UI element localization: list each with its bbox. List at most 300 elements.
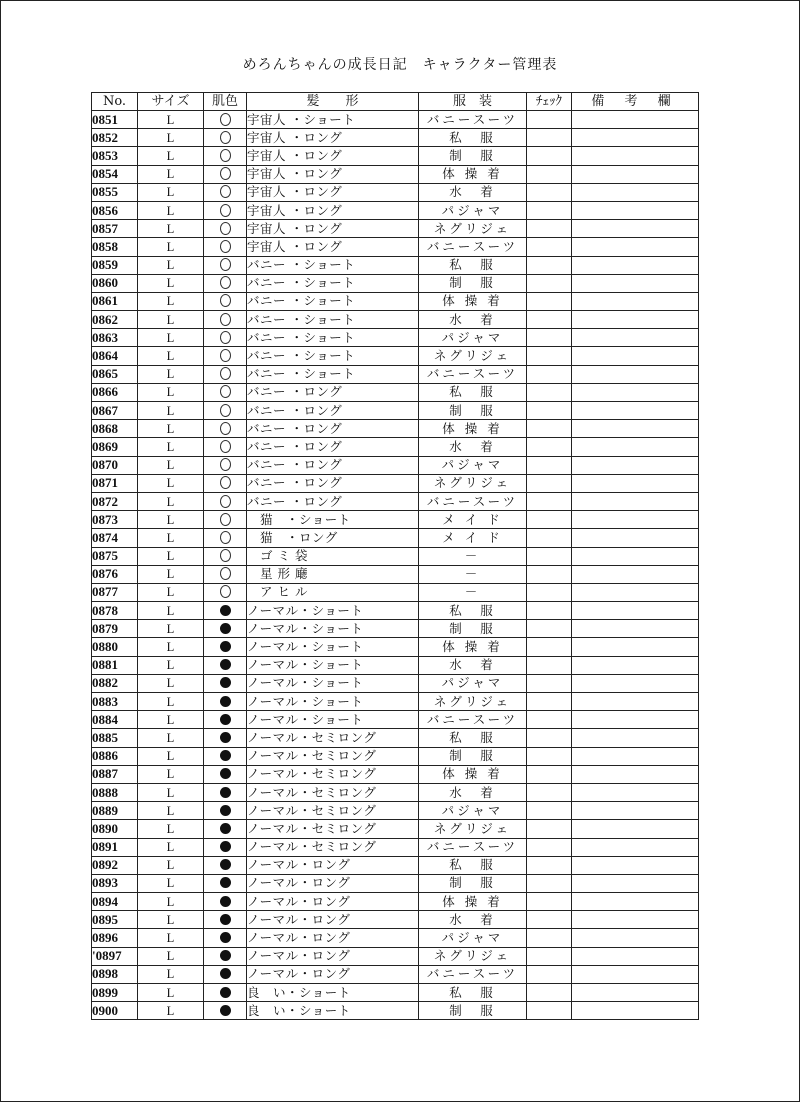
row-number: 0873	[92, 511, 138, 529]
row-remarks	[572, 292, 699, 310]
light-skin-mark	[220, 331, 231, 344]
row-outfit: 水 着	[419, 656, 527, 674]
row-skin	[204, 820, 247, 838]
row-number: 0899	[92, 984, 138, 1002]
row-number: 0896	[92, 929, 138, 947]
row-number: 0894	[92, 893, 138, 911]
row-number: 0882	[92, 674, 138, 692]
light-skin-mark	[220, 167, 231, 180]
row-check	[527, 893, 572, 911]
row-hair: ノーマル・ショート	[247, 638, 419, 656]
dark-skin-mark	[220, 968, 231, 979]
table-row	[92, 147, 699, 165]
row-hair: ノーマル・ロング	[247, 893, 419, 911]
row-skin	[204, 893, 247, 911]
row-check	[527, 984, 572, 1002]
row-size: L	[138, 529, 204, 547]
row-skin	[204, 965, 247, 983]
row-number: 0872	[92, 492, 138, 510]
light-skin-mark	[220, 294, 231, 307]
dark-skin-mark	[220, 896, 231, 907]
row-size: L	[138, 820, 204, 838]
row-outfit: ネグリジェ	[419, 474, 527, 492]
row-number: 0883	[92, 693, 138, 711]
row-remarks	[572, 1002, 699, 1020]
table-row	[92, 965, 699, 983]
row-outfit: ネグリジェ	[419, 220, 527, 238]
row-number: 0875	[92, 547, 138, 565]
row-number: 0856	[92, 201, 138, 219]
row-hair: ノーマル・ロング	[247, 929, 419, 947]
row-outfit: ネグリジェ	[419, 693, 527, 711]
row-skin	[204, 656, 247, 674]
row-remarks	[572, 711, 699, 729]
row-outfit: メ イ ド	[419, 529, 527, 547]
row-hair: バニー ・ショート	[247, 365, 419, 383]
table-row	[92, 456, 699, 474]
table-row	[92, 674, 699, 692]
row-skin	[204, 802, 247, 820]
row-check	[527, 947, 572, 965]
light-skin-mark	[220, 313, 231, 326]
row-remarks	[572, 984, 699, 1002]
light-skin-mark	[220, 495, 231, 508]
row-check	[527, 565, 572, 583]
row-size: L	[138, 183, 204, 201]
row-skin	[204, 129, 247, 147]
row-number: 0867	[92, 402, 138, 420]
row-skin	[204, 256, 247, 274]
row-skin	[204, 565, 247, 583]
row-skin	[204, 201, 247, 219]
row-hair: 宇宙人 ・ロング	[247, 201, 419, 219]
row-outfit: 制 服	[419, 147, 527, 165]
dark-skin-mark	[220, 841, 231, 852]
table-row	[92, 347, 699, 365]
row-outfit: 制 服	[419, 747, 527, 765]
row-hair: 宇宙人 ・ロング	[247, 129, 419, 147]
row-outfit: －	[419, 565, 527, 583]
header-size: サイズ	[138, 93, 204, 111]
row-size: L	[138, 220, 204, 238]
row-outfit: バニースーツ	[419, 711, 527, 729]
row-remarks	[572, 783, 699, 801]
row-remarks	[572, 456, 699, 474]
row-size: L	[138, 311, 204, 329]
row-hair: バニー ・ショート	[247, 347, 419, 365]
row-skin	[204, 529, 247, 547]
row-remarks	[572, 802, 699, 820]
row-remarks	[572, 529, 699, 547]
row-check	[527, 256, 572, 274]
table-row	[92, 238, 699, 256]
table-row	[92, 565, 699, 583]
row-hair: 宇宙人 ・ロング	[247, 220, 419, 238]
table-row	[92, 729, 699, 747]
dark-skin-mark	[220, 641, 231, 652]
table-row	[92, 492, 699, 510]
row-skin	[204, 311, 247, 329]
row-remarks	[572, 729, 699, 747]
row-check	[527, 238, 572, 256]
row-number: 0895	[92, 911, 138, 929]
light-skin-mark	[220, 367, 231, 380]
dark-skin-mark	[220, 877, 231, 888]
row-number: 0893	[92, 874, 138, 892]
row-hair: バニー ・ショート	[247, 292, 419, 310]
row-remarks	[572, 329, 699, 347]
row-size: L	[138, 984, 204, 1002]
row-size: L	[138, 947, 204, 965]
row-outfit: パジャマ	[419, 929, 527, 947]
row-size: L	[138, 620, 204, 638]
row-size: L	[138, 111, 204, 129]
dark-skin-mark	[220, 914, 231, 925]
dark-skin-mark	[220, 750, 231, 761]
row-size: L	[138, 383, 204, 401]
row-number: 0885	[92, 729, 138, 747]
table-row	[92, 911, 699, 929]
row-number: '0897	[92, 947, 138, 965]
row-outfit: 水 着	[419, 438, 527, 456]
row-hair: ノーマル・ショート	[247, 602, 419, 620]
table-row	[92, 929, 699, 947]
row-outfit: 私 服	[419, 129, 527, 147]
row-size: L	[138, 238, 204, 256]
table-row	[92, 583, 699, 601]
row-hair: ノーマル・ロング	[247, 874, 419, 892]
light-skin-mark	[220, 149, 231, 162]
table-row	[92, 274, 699, 292]
table-row	[92, 311, 699, 329]
row-check	[527, 656, 572, 674]
light-skin-mark	[220, 476, 231, 489]
row-skin	[204, 274, 247, 292]
row-size: L	[138, 856, 204, 874]
row-outfit: 私 服	[419, 729, 527, 747]
row-size: L	[138, 256, 204, 274]
row-outfit: 水 着	[419, 311, 527, 329]
row-remarks	[572, 238, 699, 256]
table-row	[92, 420, 699, 438]
row-skin	[204, 365, 247, 383]
dark-skin-mark	[220, 823, 231, 834]
light-skin-mark	[220, 185, 231, 198]
row-check	[527, 311, 572, 329]
table-row	[92, 220, 699, 238]
row-check	[527, 492, 572, 510]
row-outfit: 私 服	[419, 856, 527, 874]
row-size: L	[138, 911, 204, 929]
row-check	[527, 638, 572, 656]
table-row	[92, 511, 699, 529]
row-hair: バニー ・ロング	[247, 492, 419, 510]
row-skin	[204, 729, 247, 747]
row-outfit: 体 操 着	[419, 292, 527, 310]
row-outfit: パジャマ	[419, 329, 527, 347]
row-hair: ノーマル・ショート	[247, 620, 419, 638]
row-hair: バニー ・ショート	[247, 256, 419, 274]
row-check	[527, 347, 572, 365]
light-skin-mark	[220, 440, 231, 453]
row-outfit: バニースーツ	[419, 238, 527, 256]
row-hair: ノーマル・ショート	[247, 711, 419, 729]
row-size: L	[138, 1002, 204, 1020]
table-row	[92, 129, 699, 147]
row-size: L	[138, 329, 204, 347]
light-skin-mark	[220, 240, 231, 253]
table-row	[92, 329, 699, 347]
row-hair: バニー ・ショート	[247, 274, 419, 292]
row-hair: バニー ・ロング	[247, 402, 419, 420]
row-number: 0887	[92, 765, 138, 783]
row-remarks	[572, 311, 699, 329]
row-check	[527, 292, 572, 310]
row-hair: ノーマル・セミロング	[247, 729, 419, 747]
row-size: L	[138, 402, 204, 420]
dark-skin-mark	[220, 859, 231, 870]
row-hair: ノーマル・セミロング	[247, 820, 419, 838]
dark-skin-mark	[220, 987, 231, 998]
row-size: L	[138, 765, 204, 783]
row-number: 0888	[92, 783, 138, 801]
row-hair: ノーマル・ショート	[247, 674, 419, 692]
row-remarks	[572, 402, 699, 420]
row-number: 0864	[92, 347, 138, 365]
row-number: 0891	[92, 838, 138, 856]
table-row	[92, 893, 699, 911]
row-check	[527, 365, 572, 383]
dark-skin-mark	[220, 605, 231, 616]
row-skin	[204, 183, 247, 201]
row-size: L	[138, 165, 204, 183]
light-skin-mark	[220, 222, 231, 235]
row-number: 0879	[92, 620, 138, 638]
row-size: L	[138, 365, 204, 383]
row-skin	[204, 420, 247, 438]
row-skin	[204, 947, 247, 965]
row-hair: バニー ・ロング	[247, 474, 419, 492]
row-number: 0874	[92, 529, 138, 547]
row-remarks	[572, 693, 699, 711]
row-skin	[204, 602, 247, 620]
row-skin	[204, 911, 247, 929]
header-skin: 肌色	[204, 93, 247, 111]
row-check	[527, 111, 572, 129]
row-number: 0876	[92, 565, 138, 583]
table-row	[92, 165, 699, 183]
light-skin-mark	[220, 585, 231, 598]
row-hair: バニー ・ロング	[247, 420, 419, 438]
header-check: ﾁｪｯｸ	[527, 93, 572, 111]
row-size: L	[138, 674, 204, 692]
table-row	[92, 947, 699, 965]
light-skin-mark	[220, 113, 231, 126]
row-remarks	[572, 256, 699, 274]
row-outfit: パジャマ	[419, 201, 527, 219]
dark-skin-mark	[220, 659, 231, 670]
row-outfit: パジャマ	[419, 674, 527, 692]
row-check	[527, 474, 572, 492]
row-remarks	[572, 929, 699, 947]
row-remarks	[572, 947, 699, 965]
row-skin	[204, 638, 247, 656]
light-skin-mark	[220, 258, 231, 271]
row-outfit: 制 服	[419, 620, 527, 638]
row-hair: ノーマル・セミロング	[247, 802, 419, 820]
row-check	[527, 420, 572, 438]
row-check	[527, 929, 572, 947]
row-number: 0890	[92, 820, 138, 838]
row-check	[527, 129, 572, 147]
row-skin	[204, 474, 247, 492]
light-skin-mark	[220, 404, 231, 417]
row-remarks	[572, 111, 699, 129]
row-outfit: 制 服	[419, 274, 527, 292]
row-outfit: バニースーツ	[419, 365, 527, 383]
row-size: L	[138, 929, 204, 947]
row-skin	[204, 856, 247, 874]
row-number: 0889	[92, 802, 138, 820]
table-row	[92, 292, 699, 310]
row-skin	[204, 693, 247, 711]
dark-skin-mark	[220, 732, 231, 743]
row-size: L	[138, 565, 204, 583]
row-outfit: 私 服	[419, 383, 527, 401]
row-remarks	[572, 438, 699, 456]
row-skin	[204, 492, 247, 510]
row-remarks	[572, 765, 699, 783]
row-check	[527, 383, 572, 401]
table-row	[92, 201, 699, 219]
row-size: L	[138, 129, 204, 147]
row-remarks	[572, 220, 699, 238]
row-skin	[204, 984, 247, 1002]
row-hair: ゴ ミ 袋	[247, 547, 419, 565]
row-check	[527, 729, 572, 747]
table-row	[92, 602, 699, 620]
dark-skin-mark	[220, 805, 231, 816]
row-outfit: －	[419, 547, 527, 565]
row-remarks	[572, 492, 699, 510]
light-skin-mark	[220, 549, 231, 562]
row-remarks	[572, 656, 699, 674]
row-size: L	[138, 511, 204, 529]
row-number: 0861	[92, 292, 138, 310]
row-skin	[204, 165, 247, 183]
row-size: L	[138, 802, 204, 820]
row-check	[527, 856, 572, 874]
row-skin	[204, 383, 247, 401]
row-skin	[204, 329, 247, 347]
row-hair: ノーマル・セミロング	[247, 765, 419, 783]
row-hair: 宇宙人 ・ロング	[247, 238, 419, 256]
row-size: L	[138, 456, 204, 474]
row-check	[527, 965, 572, 983]
row-remarks	[572, 838, 699, 856]
light-skin-mark	[220, 131, 231, 144]
row-number: 0852	[92, 129, 138, 147]
row-hair: ノーマル・セミロング	[247, 838, 419, 856]
row-hair: 宇宙人 ・ショート	[247, 111, 419, 129]
row-outfit: パジャマ	[419, 802, 527, 820]
row-hair: バニー ・ロング	[247, 438, 419, 456]
row-skin	[204, 147, 247, 165]
light-skin-mark	[220, 422, 231, 435]
row-hair: ノーマル・セミロング	[247, 783, 419, 801]
row-size: L	[138, 711, 204, 729]
row-number: 0871	[92, 474, 138, 492]
row-size: L	[138, 602, 204, 620]
row-hair: バニー ・ショート	[247, 329, 419, 347]
dark-skin-mark	[220, 696, 231, 707]
row-hair: ノーマル・ショート	[247, 693, 419, 711]
row-number: 0860	[92, 274, 138, 292]
row-number: 0886	[92, 747, 138, 765]
table-row	[92, 529, 699, 547]
row-check	[527, 620, 572, 638]
table-row	[92, 874, 699, 892]
row-hair: ノーマル・ロング	[247, 965, 419, 983]
row-outfit: バニースーツ	[419, 111, 527, 129]
row-hair: 宇宙人 ・ロング	[247, 165, 419, 183]
row-number: 0857	[92, 220, 138, 238]
row-skin	[204, 874, 247, 892]
light-skin-mark	[220, 513, 231, 526]
row-remarks	[572, 183, 699, 201]
row-check	[527, 456, 572, 474]
row-outfit: 私 服	[419, 984, 527, 1002]
light-skin-mark	[220, 385, 231, 398]
row-remarks	[572, 620, 699, 638]
row-size: L	[138, 893, 204, 911]
light-skin-mark	[220, 531, 231, 544]
row-check	[527, 165, 572, 183]
row-check	[527, 874, 572, 892]
row-skin	[204, 347, 247, 365]
row-outfit: 体 操 着	[419, 165, 527, 183]
row-remarks	[572, 547, 699, 565]
row-number: 0859	[92, 256, 138, 274]
row-check	[527, 583, 572, 601]
dark-skin-mark	[220, 932, 231, 943]
row-number: 0853	[92, 147, 138, 165]
row-outfit: 水 着	[419, 911, 527, 929]
header-row	[92, 93, 699, 111]
table-row	[92, 383, 699, 401]
row-skin	[204, 711, 247, 729]
table-row	[92, 638, 699, 656]
row-check	[527, 147, 572, 165]
row-number: 0900	[92, 1002, 138, 1020]
row-check	[527, 220, 572, 238]
row-number: 0851	[92, 111, 138, 129]
row-outfit: パジャマ	[419, 456, 527, 474]
row-size: L	[138, 656, 204, 674]
row-number: 0854	[92, 165, 138, 183]
row-skin	[204, 438, 247, 456]
row-hair: 宇宙人 ・ロング	[247, 183, 419, 201]
row-remarks	[572, 420, 699, 438]
header-no: No.	[92, 93, 138, 111]
dark-skin-mark	[220, 787, 231, 798]
light-skin-mark	[220, 458, 231, 471]
row-outfit: 水 着	[419, 783, 527, 801]
row-remarks	[572, 129, 699, 147]
row-size: L	[138, 438, 204, 456]
row-hair: ノーマル・ショート	[247, 656, 419, 674]
table-row	[92, 111, 699, 129]
